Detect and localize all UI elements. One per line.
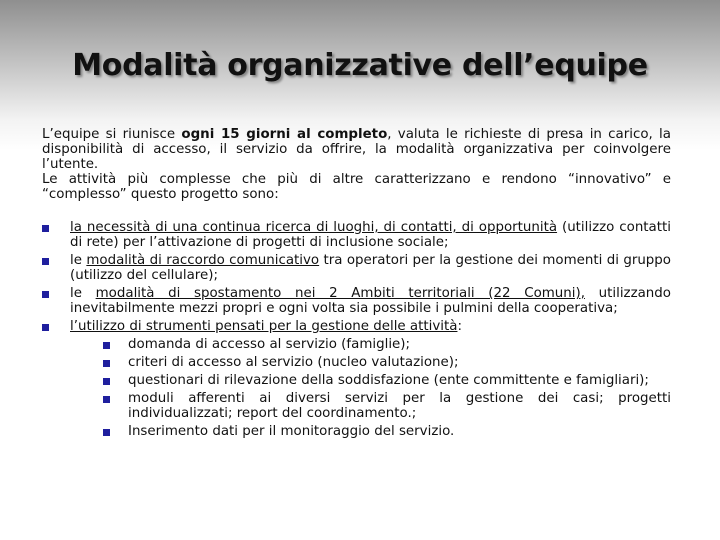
list-item — [42, 286, 671, 316]
list-item — [42, 220, 671, 250]
sub-item-text: moduli afferenti ai diversi servizi per la gestione dei casi; progetti individualizzati; report del coordinamento.; — [128, 391, 671, 421]
underlined-text: modalità di spostamento nei 2 Ambiti territoriali (22 Comuni), — [95, 286, 585, 301]
sub-item-text: criteri di accesso al servizio (nucleo valutazione); — [128, 355, 459, 370]
item-text: : — [457, 319, 462, 334]
sub-list-item — [70, 391, 671, 421]
list-item — [42, 253, 671, 283]
item-text: (utilizzo contatti di rete) per l’attivazione di progetti di inclusione sociale; — [70, 220, 671, 250]
square-bullet-icon — [103, 396, 110, 403]
square-bullet-icon — [103, 360, 110, 367]
sub-list-item — [70, 424, 671, 439]
square-bullet-icon — [42, 258, 49, 265]
intro-text: L’equipe si riunisce — [42, 127, 182, 142]
square-bullet-icon — [42, 225, 49, 232]
square-bullet-icon — [42, 291, 49, 298]
sub-item-text: Inserimento dati per il monitoraggio del servizio. — [128, 424, 455, 439]
intro-text-rest: , valuta le richieste di presa in carico, la disponibilità di accesso, il servizio da offrire, la modalità organizzativa per coinvolgere l’utente. — [42, 127, 671, 172]
activities-list — [42, 220, 671, 439]
tools-sublist — [70, 337, 671, 439]
underlined-text: la necessità di una continua ricerca di luoghi, di contatti, di opportunità — [70, 220, 558, 235]
item-prefix: le — [70, 286, 96, 301]
sub-list-item — [70, 337, 671, 352]
intro-paragraph-2: Le attività più complesse che più di altre caratterizzano e rendono “innovativo” e “complesso” questo progetto sono: — [42, 172, 671, 202]
item-prefix: le — [70, 253, 87, 268]
slide-title: Modalità organizzative dell’equipe — [72, 48, 648, 83]
square-bullet-icon — [42, 324, 49, 331]
item-text: tra operatori per la gestione dei momenti di gruppo (utilizzo del cellulare); — [70, 253, 671, 283]
square-bullet-icon — [103, 342, 110, 349]
underlined-text: l’utilizzo di strumenti pensati per la gestione delle attività — [70, 319, 458, 334]
underlined-text: modalità di raccordo comunicativo — [86, 253, 320, 268]
sub-list-item — [70, 355, 671, 370]
intro-paragraph-1 — [42, 127, 671, 172]
square-bullet-icon — [103, 429, 110, 436]
slide-body — [42, 127, 671, 442]
sub-item-text: domanda di accesso al servizio (famiglie); — [128, 337, 411, 352]
item-text: utilizzando inevitabilmente mezzi propri e ogni volta sia possibile i pulmini della cooperativa; — [70, 286, 671, 316]
sub-item-text: questionari di rilevazione della soddisfazione (ente committente e famigliari); — [128, 373, 649, 388]
sub-list-item — [70, 373, 671, 388]
intro-bold-text: ogni 15 giorni al completo — [181, 127, 388, 142]
square-bullet-icon — [103, 378, 110, 385]
list-item — [42, 319, 671, 439]
